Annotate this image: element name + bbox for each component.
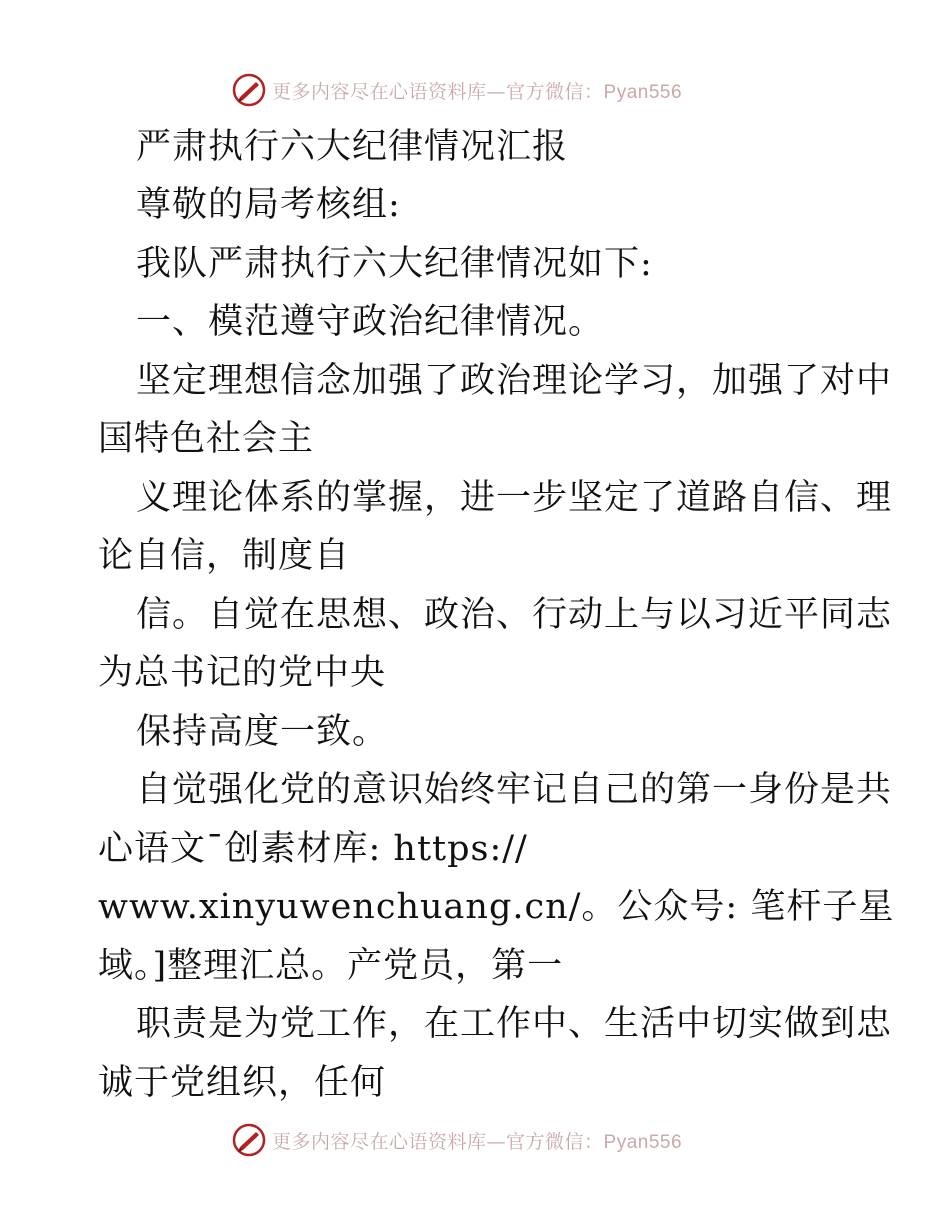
- paragraph-line: 为总书记的党中央: [98, 653, 387, 693]
- document-title: 严肃执行六大纪律情况汇报: [136, 127, 569, 167]
- watermark-wechat-label: 官方微信：: [506, 80, 604, 103]
- paragraph-line: 坚定理想信念加强了政治理论学习，加强了对中: [136, 361, 893, 401]
- paragraph-line: 国特色社会主: [98, 419, 315, 459]
- watermark-wechat-id: Pyan556: [603, 81, 683, 103]
- section-heading: 一、模范遵守政治纪律情况。: [136, 302, 605, 342]
- watermark-wechat-id: Pyan556: [603, 1131, 683, 1153]
- salutation: 尊敬的局考核组:: [136, 185, 401, 225]
- paragraph-line: 自觉强化党的意识始终牢记自己的第一身份是共: [136, 770, 893, 810]
- intro-line: 我队严肃执行六大纪律情况如下:: [136, 244, 653, 284]
- paragraph-line: 诚于党组织，任何: [98, 1063, 387, 1103]
- paragraph-line: 心语文¯创素材库: https://: [98, 829, 528, 869]
- watermark-site-text: 更多内容尽在心语资料库: [272, 1130, 487, 1153]
- paragraph-line: 职责是为党工作，在工作中、生活中切实做到忠: [136, 1004, 893, 1044]
- paragraph-line: www.xinyuwenchuang.cn/。公众号: 笔杆子星: [98, 887, 895, 927]
- watermark-dash: —: [486, 80, 507, 103]
- watermark-dash: —: [486, 1130, 507, 1153]
- paragraph-line: 信。自觉在思想、政治、行动上与以习近平同志: [136, 595, 893, 635]
- paragraph-line: 保持高度一致。: [136, 712, 389, 752]
- paragraph-line: 义理论体系的掌握，进一步坚定了道路自信、理: [136, 478, 893, 518]
- pen-logo-icon: [232, 1123, 266, 1157]
- watermark-site-text: 更多内容尽在心语资料库: [272, 80, 487, 103]
- footer-watermark: [232, 1120, 732, 1160]
- watermark-wechat-label: 官方微信：: [506, 1130, 604, 1153]
- paragraph-line: 论自信，制度自: [98, 536, 351, 576]
- paragraph-line: 域。]整理汇总。产党员，第一: [98, 946, 564, 986]
